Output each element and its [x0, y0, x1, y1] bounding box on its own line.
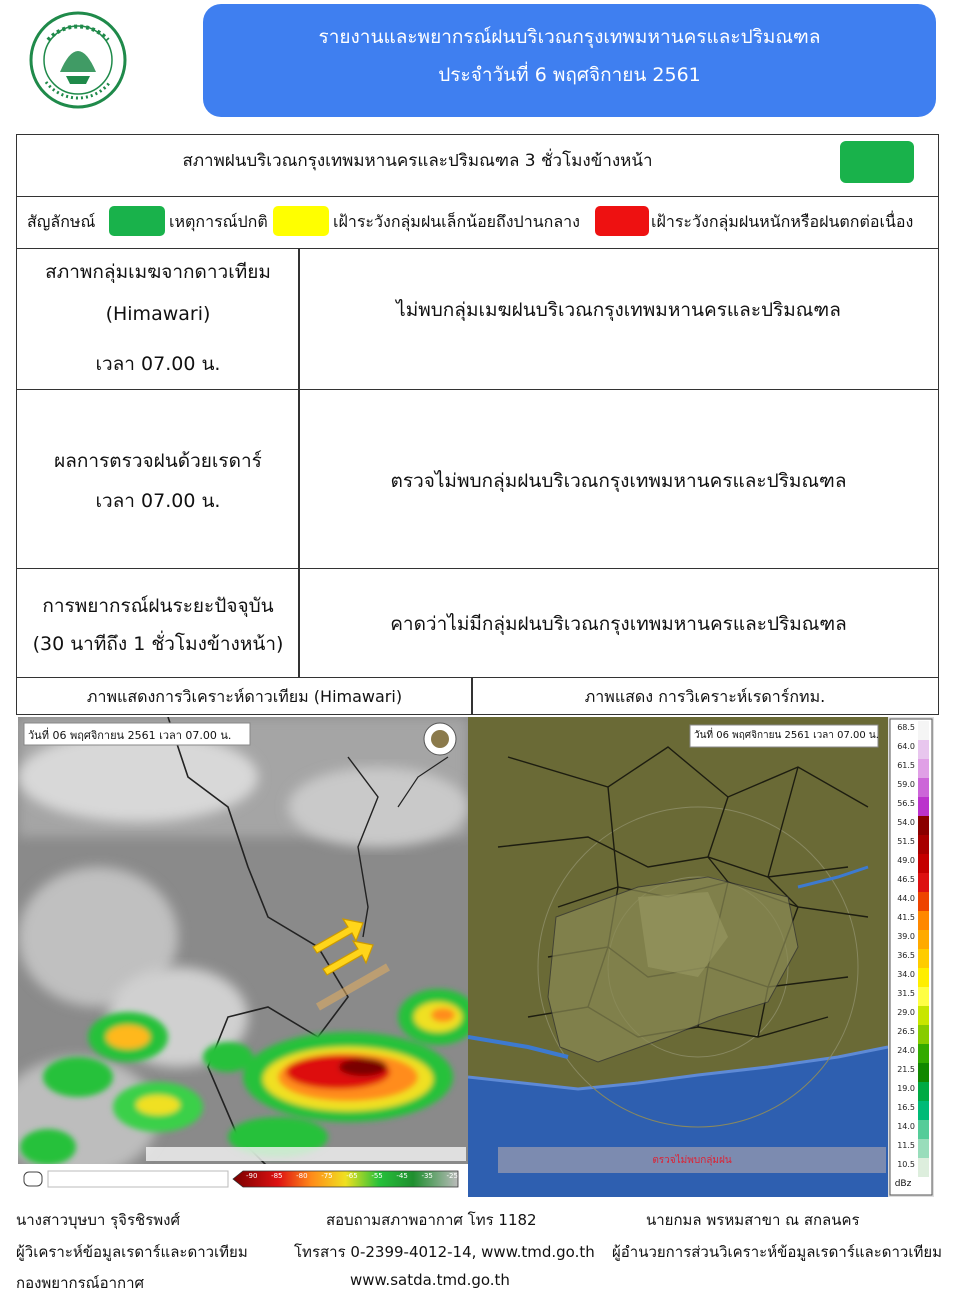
radar-scale-step: [891, 968, 931, 987]
report-date: ประจำวันที่ 6 พฤศจิกายน 2561: [438, 64, 701, 86]
radar-scale-label: 59.0: [897, 780, 915, 789]
radar-label-line-2: เวลา 07.00 น.: [95, 490, 221, 512]
radar-scale-label: 51.5: [897, 837, 915, 846]
satellite-label-line-3: เวลา 07.00 น.: [95, 353, 221, 375]
nowcast-label-line-1: การพยากรณ์ฝนระยะปัจจุบัน: [42, 595, 274, 617]
radar-scale-step: [891, 1082, 931, 1101]
satellite-map-graphic: [18, 717, 468, 1197]
satellite-label-cell: [16, 248, 300, 390]
satellite-tick: -85: [271, 1172, 283, 1180]
radar-scale-swatch: [918, 740, 929, 759]
radar-scale-swatch: [918, 1025, 929, 1044]
radar-value: ตรวจไม่พบกลุ่มฝนบริเวณกรุงเทพมหานครและปริมณฑล: [390, 470, 847, 492]
radar-scale-step: [891, 949, 931, 968]
meteorological-department-logo: [28, 10, 128, 110]
radar-color-scale: [891, 721, 931, 1177]
rain-status-indicator: [840, 141, 914, 183]
legend-swatch-yellow: [273, 206, 329, 236]
radar-scale-label: 56.5: [897, 799, 915, 808]
radar-scale-label: 39.0: [897, 932, 915, 941]
radar-scale-step: [891, 1025, 931, 1044]
radar-scale-swatch: [918, 797, 929, 816]
radar-scale-step: [891, 911, 931, 930]
radar-scale-step: [891, 1063, 931, 1082]
radar-scale-label: 46.5: [897, 875, 915, 884]
radar-scale-label: 26.5: [897, 1027, 915, 1036]
radar-scale-label: 49.0: [897, 856, 915, 865]
radar-scale-swatch: [918, 854, 929, 873]
satellite-value-cell: [298, 248, 939, 390]
radar-scale-step: [891, 1044, 931, 1063]
satellite-tick: -25: [446, 1172, 458, 1180]
radar-scale-step: [891, 1006, 931, 1025]
radar-scale-label: 44.0: [897, 894, 915, 903]
radar-scale-swatch: [918, 759, 929, 778]
radar-scale-label: 16.5: [897, 1103, 915, 1112]
radar-scale-step: [891, 854, 931, 873]
satellite-caption: ภาพแสดงการวิเคราะห์ดาวเทียม (Himawari): [16, 677, 473, 715]
radar-scale-unit: dBz: [894, 1179, 912, 1189]
radar-scale-step: [891, 930, 931, 949]
radar-scale-label: 36.5: [897, 951, 915, 960]
footer-analyst-name: นางสาวบุษบา รุจิรชิรพงศ์: [16, 1211, 180, 1229]
legend-item-normal: เหตุการณ์ปกติ: [169, 212, 268, 231]
radar-scale-label: 54.0: [897, 818, 915, 827]
footer-director-role: ผู้อำนวยการส่วนวิเคราะห์ข้อมูลเรดาร์และดาวเทียม: [612, 1243, 943, 1261]
satellite-tick: -55: [371, 1172, 383, 1180]
satellite-timestamp: วันที่ 06 พฤศจิกายน 2561 เวลา 07.00 น.: [28, 729, 232, 742]
radar-scale-swatch: [918, 968, 929, 987]
satellite-tick: -35: [421, 1172, 433, 1180]
radar-scale-label: 10.5: [897, 1160, 915, 1169]
footer-website[interactable]: www.satda.tmd.go.th: [350, 1271, 510, 1289]
radar-scale-label: 19.0: [897, 1084, 915, 1093]
radar-scale-swatch: [918, 1006, 929, 1025]
satellite-label-line-1: สภาพกลุ่มเมฆจากดาวเทียม: [45, 261, 271, 283]
nowcast-label-line-2: (30 นาทีถึง 1 ชั่วโมงข้างหน้า): [32, 633, 284, 655]
radar-scale-swatch: [918, 949, 929, 968]
radar-scale-label: 68.5: [897, 723, 915, 732]
radar-scale-swatch: [918, 987, 929, 1006]
radar-scale-step: [891, 835, 931, 854]
radar-scale-step: [891, 1139, 931, 1158]
radar-scale-swatch: [918, 892, 929, 911]
radar-scale-swatch: [918, 835, 929, 854]
legend-swatch-green: [109, 206, 165, 236]
footer-contact-phone: สอบถามสภาพอากาศ โทร 1182: [326, 1211, 537, 1229]
legend-item-heavy: เฝ้าระวังกลุ่มฝนหนักหรือฝนตกต่อเนื่อง: [651, 212, 914, 231]
satellite-tick: -45: [396, 1172, 408, 1180]
footer-analyst-role: ผู้วิเคราะห์ข้อมูลเรดาร์และดาวเทียม: [16, 1243, 248, 1261]
nowcast-label-cell: [16, 568, 300, 678]
radar-label-cell: [16, 389, 300, 569]
satellite-scale-ticks: [246, 1172, 458, 1186]
radar-scale-swatch: [918, 1139, 929, 1158]
footer-contact-fax: โทรสาร 0-2399-4012-14, www.tmd.go.th: [294, 1243, 595, 1261]
radar-scale-swatch: [918, 930, 929, 949]
legend-swatch-red: [595, 206, 649, 236]
radar-scale-step: [891, 797, 931, 816]
radar-scale-step: [891, 721, 931, 740]
radar-scale-swatch: [918, 816, 929, 835]
radar-scale-step: [891, 778, 931, 797]
radar-caption: ภาพแสดง การวิเคราะห์เรดาร์กทม.: [471, 677, 939, 715]
satellite-tick: -80: [296, 1172, 308, 1180]
radar-value-cell: [298, 389, 939, 569]
radar-scale-step: [891, 1158, 931, 1177]
footer-director-name: นายกมล พรหมสาขา ณ สกลนคร: [646, 1211, 860, 1229]
satellite-tick: -75: [321, 1172, 333, 1180]
radar-scale-step: [891, 873, 931, 892]
legend-row: [16, 196, 939, 249]
radar-scale-label: 31.5: [897, 989, 915, 998]
radar-scale-swatch: [918, 1044, 929, 1063]
radar-scale-swatch: [918, 778, 929, 797]
report-title: รายงานและพยากรณ์ฝนบริเวณกรุงเทพมหานครและปริมณฑล: [318, 26, 821, 48]
radar-scale-label: 34.0: [897, 970, 915, 979]
radar-scale-label: 11.5: [897, 1141, 915, 1150]
satellite-tick: -65: [346, 1172, 358, 1180]
radar-scale-swatch: [918, 873, 929, 892]
radar-scale-step: [891, 740, 931, 759]
radar-scale-label: 21.5: [897, 1065, 915, 1074]
radar-scale-label: 61.5: [897, 761, 915, 770]
radar-scale-swatch: [918, 1101, 929, 1120]
footer-division: กองพยากรณ์อากาศ: [16, 1274, 145, 1292]
radar-scale-step: [891, 892, 931, 911]
radar-scale-swatch: [918, 911, 929, 930]
legend-label: สัญลักษณ์: [27, 212, 96, 231]
satellite-tick: -90: [246, 1172, 258, 1180]
radar-scale-swatch: [918, 1120, 929, 1139]
radar-scale-step: [891, 759, 931, 778]
radar-banner: ตรวจไม่พบกลุ่มฝน: [652, 1155, 732, 1166]
legend-item-moderate: เฝ้าระวังกลุ่มฝนเล็กน้อยถึงปานกลาง: [333, 212, 580, 231]
nowcast-value: คาดว่าไม่มีกลุ่มฝนบริเวณกรุงเทพมหานครและปริมณฑล: [390, 613, 847, 635]
satellite-image: [18, 717, 468, 1197]
radar-scale-swatch: [918, 1082, 929, 1101]
rain-status-row: [16, 134, 939, 197]
radar-scale-label: 24.0: [897, 1046, 915, 1055]
satellite-label-line-2: (Himawari): [105, 303, 211, 325]
radar-image: [468, 717, 934, 1197]
radar-label-line-1: ผลการตรวจฝนด้วยเรดาร์: [54, 450, 262, 472]
radar-scale-step: [891, 987, 931, 1006]
radar-map-graphic: [468, 717, 934, 1197]
radar-scale-step: [891, 816, 931, 835]
radar-scale-swatch: [918, 1063, 929, 1082]
satellite-value: ไม่พบกลุ่มเมฆฝนบริเวณกรุงเทพมหานครและปริมณฑล: [396, 299, 841, 321]
rain-status-text: สภาพฝนบริเวณกรุงเทพมหานครและปริมณฑล 3 ชั่วโมงข้างหน้า: [182, 151, 653, 171]
radar-timestamp: วันที่ 06 พฤศจิกายน 2561 เวลา 07.00 น.: [694, 730, 879, 741]
radar-scale-step: [891, 1120, 931, 1139]
radar-scale-swatch: [918, 721, 929, 740]
report-header: [203, 4, 936, 117]
radar-scale-swatch: [918, 1158, 929, 1177]
radar-scale-label: 29.0: [897, 1008, 915, 1017]
radar-scale-label: 41.5: [897, 913, 915, 922]
radar-scale-label: 14.0: [897, 1122, 915, 1131]
radar-scale-label: 64.0: [897, 742, 915, 751]
nowcast-value-cell: [298, 568, 939, 678]
radar-scale-step: [891, 1101, 931, 1120]
